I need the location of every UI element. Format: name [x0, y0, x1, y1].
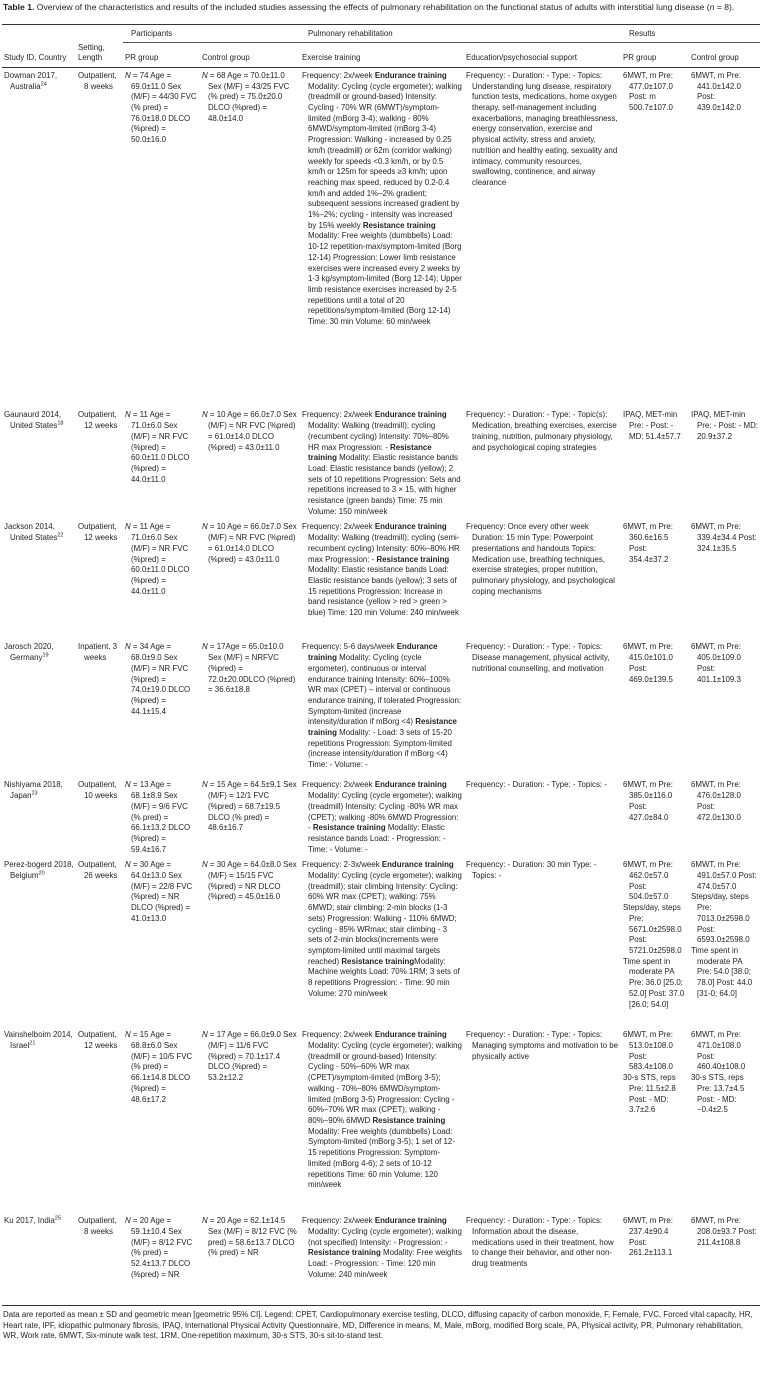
control-participants-cell — [200, 407, 300, 519]
setting-cell — [76, 777, 123, 857]
study-id-cell — [2, 1027, 76, 1213]
caption-text-end: = 8). — [714, 2, 735, 12]
setting-cell — [76, 407, 123, 519]
exercise-text: Modality: Cycling (cycle ergometer); walking (treadmill); stair climbing Intensity: Cycling: 60% WR max (CPET); walking: 75% 6MWD; stair climbing: 2-min blocks (1-3 sets) Progression: Walking - 110% 6MWD; cycling - 85% WRmax; stair climbing - 3 sets of 2-min blocks(increments were symptom-limited until maximal targets reached) — [308, 871, 462, 966]
study-id-cell — [2, 67, 76, 407]
study-id-cell — [2, 1213, 76, 1305]
study-id-cell — [2, 407, 76, 519]
education-cell — [464, 1213, 621, 1305]
res-pr-cell — [621, 857, 689, 1027]
res-pr-cell — [621, 777, 689, 857]
column-header-row — [2, 43, 760, 68]
col-results-pr: PR group — [621, 43, 689, 68]
caption-n: n — [709, 2, 715, 12]
group-header-row — [2, 25, 760, 43]
result-entry: 6MWT, m Pre: 462.0±57.0 Post: 504.0±57.0 — [623, 860, 673, 902]
result-entry: IPAQ, MET-min Pre: - Post: - MD: 51.4±57.7 — [623, 410, 681, 441]
study-id: Jackson 2014, United States — [4, 522, 58, 543]
table-row — [2, 519, 760, 639]
result-entry: 6MWT, m Pre: 471.0±108.0 Post: 460.40±108.0 — [691, 1030, 746, 1072]
n-label: N — [125, 410, 131, 420]
res-pr-cell — [621, 519, 689, 639]
pr-participants-cell — [123, 857, 200, 1027]
training-type-label: Endurance training — [374, 70, 447, 80]
control-participants-cell — [200, 1027, 300, 1213]
n-label: N — [202, 860, 208, 870]
table-row — [2, 1027, 760, 1213]
training-type-label: Endurance training — [374, 1216, 447, 1226]
study-id-cell — [2, 777, 76, 857]
control-participants-text: = 68 Age = 70.0±11.0 Sex (M/F) = 43/25 FVC (% pred) = 75.0±20.0 DLCO (%pred) = 48.0±14.0 — [207, 70, 290, 123]
exercise-training-cell — [300, 519, 464, 639]
study-id: Jarosch 2020, Germany — [4, 642, 54, 663]
education-cell — [464, 639, 621, 777]
result-entry: 30-s STS, reps Pre: 11.5±2.8 Post: - MD: 3.7±2.6 — [623, 1073, 676, 1115]
exercise-text: Modality: Elastic resistance bands Load: Elastic resistance bands (yellow); 2 sets of 10 repetitions Progression: Sets and repetitions increased to 3 × 15, with higher resistance (green bands) Time: 75 min Volume: 150 min/week — [308, 453, 461, 516]
table-row — [2, 857, 760, 1027]
col-exercise: Exercise training — [300, 43, 464, 68]
n-label: N — [202, 70, 208, 80]
training-type-label: Resistance training — [308, 1248, 381, 1258]
pr-participants-cell — [123, 1213, 200, 1305]
table-row — [2, 777, 760, 857]
control-participants-cell — [200, 1213, 300, 1305]
result-entry: 6MWT, m Pre: 476.0±128.0 Post: 472.0±130.0 — [691, 780, 741, 822]
exercise-training-cell — [300, 67, 464, 407]
pr-participants-text: = 15 Age = 68.8±6.0 Sex (M/F) = 10/5 FVC (% pred) = 66.1±14.8 DLCO (%pred) = 48.6±17.2 — [130, 1030, 193, 1104]
reference-number: 21 — [29, 1040, 36, 1047]
reference-number: 25 — [54, 1215, 62, 1222]
exercise-training-cell — [300, 1213, 464, 1305]
exercise-text: Modality: - Load: 3 sets of 15-20 repetitions Progression: Symptom-limited (increase intensity/duration if mBorg <4) Time: - Volume: - — [308, 728, 452, 770]
res-pr-cell — [621, 1213, 689, 1305]
study-id-cell — [2, 519, 76, 639]
table-row — [2, 407, 760, 519]
education-cell — [464, 857, 621, 1027]
exercise-text: Frequency: 2x/week — [302, 1216, 375, 1226]
group-results: Results — [621, 25, 760, 43]
n-label: N — [202, 1030, 208, 1040]
exercise-text: Modality: Cycling (cycle ergometer); walking (treadmill) Intensity: Cycling -80% WR max (CPET); walking -80% 6MWD Progression: - — [308, 791, 462, 833]
res-pr-cell — [621, 67, 689, 407]
caption-text: Overview of the characteristics and results of the included studies assessing the effects of pulmonary rehabilitation on the functional status of adults with interstitial lung disease ( — [36, 2, 710, 12]
res-control-cell — [689, 777, 760, 857]
n-label: N — [125, 70, 131, 80]
result-entry: 30-s STS, reps Pre: 13.7±4.5 Post: - MD: −0.4±2.5 — [691, 1073, 745, 1115]
res-control-cell — [689, 67, 760, 407]
control-participants-text: = 17Age = 65.0±10.0 Sex (M/F) = NRFVC (%pred) = 72.0±20.0DLCO (%pred) = 36.6±18.8 — [207, 642, 296, 695]
col-control-group: Control group — [200, 43, 300, 68]
exercise-text: Frequency: 2x/week — [302, 410, 375, 420]
exercise-text: Modality: Machine weights Load: 70% 1RM; 3 sets of 8 repetitions Progression: - Time: 90 min Volume: 270 min/week — [308, 956, 460, 998]
pr-participants-text: = 30 Age = 64.0±13.0 Sex (M/F) = 22/8 FVC (%pred) = NR DLCO (%pred) = 41.0±13.0 — [130, 860, 193, 923]
result-entry: 6MWT, m Pre: 513.0±108.0 Post: 583.4±108.0 — [623, 1030, 673, 1072]
control-participants-cell — [200, 777, 300, 857]
exercise-text: Frequency: 5-6 days/week — [302, 642, 397, 652]
education-text: Frequency: - Duration: 30 min Type: - Topics: - — [466, 860, 597, 881]
control-participants-text: = 30 Age = 64.0±8.0 Sex (M/F) = 15/15 FVC (%pred) = NR DLCO (%pred) = 45.0±16.0 — [207, 860, 297, 902]
n-label: N — [202, 410, 208, 420]
result-entry: 6MWT, m Pre: 208.0±93.7 Post: 211.4±108.8 — [691, 1216, 757, 1247]
setting-length: Inpatient, 3 weeks — [78, 642, 118, 663]
training-type-label: Endurance training — [374, 1030, 447, 1040]
setting-length: Outpatient, 8 weeks — [78, 1216, 117, 1237]
exercise-text: Frequency: 2x/week — [302, 1030, 375, 1040]
result-entry: Steps/day, steps Pre: 5671.0±2598.0 Post: 5721.0±2598.0 — [623, 903, 682, 955]
exercise-text: Frequency: 2x/week — [302, 780, 375, 790]
exercise-training-cell — [300, 777, 464, 857]
education-cell — [464, 519, 621, 639]
n-label: N — [202, 1216, 208, 1226]
control-participants-text: = 15 Age = 64.5±9.1 Sex (M/F) = 12/1 FVC (%pred) = 68.7±19.5 DLCO (% pred) = 48.6±16.7 — [207, 780, 297, 833]
control-participants-cell — [200, 519, 300, 639]
training-type-label: Resistance training — [308, 717, 457, 738]
table-body — [2, 67, 760, 1305]
setting-length: Outpatient, 12 weeks — [78, 410, 118, 431]
education-text: Frequency: - Duration: - Type: - Topics: Managing symptoms and motivation to be physically active — [466, 1030, 619, 1061]
setting-cell — [76, 639, 123, 777]
study-id-cell — [2, 639, 76, 777]
result-entry: IPAQ, MET-min Pre: - Post: - MD: 20.9±37.2 — [691, 410, 758, 441]
result-entry: 6MWT, m Pre: 415.0±101.0 Post: 469.0±139.5 — [623, 642, 673, 684]
table-footnote: Data are reported as mean ± SD and geometric mean [geometric 95% CI]. Legend: CPET, Cardiopulmonary exercise testing, DLCO, diffusing capacity of carbon monoxide, F, Female, FVC, Forced vital capacity, HR, Heart rate, IPF, idiopathic pulmonary fibrosis, IPAQ, International Physical Activity Questionnaire, MD, Difference in means, M, Male, mBorg, modified Borg scale, PA, Physical activity, PR, Pulmonary rehabilitation, WR, Work rate, 6MWT, Six-minute walk test, 1RM, One-repetition maximum, 30-s STS, 30-s sit-to-stand test. — [3, 1309, 753, 1341]
pr-participants-text: = 74 Age = 69.0±11.0 Sex (M/F) = 44/30 FVC (% pred) = 76.0±18.0 DLCO (%pred) = 50.0±16.0 — [130, 70, 197, 145]
control-participants-cell — [200, 639, 300, 777]
pr-participants-text: = 20 Age = 59.1±10.4 Sex (M/F) = 8/12 FVC (% pred) = 52.4±13.7 DLCO (%pred) = NR — [130, 1216, 193, 1279]
exercise-training-cell — [300, 407, 464, 519]
control-participants-text: = 10 Age = 66.0±7.0 Sex (M/F) = NR FVC (%pred) = 61.0±14.0 DLCO (%pred) = 43.0±11.0 — [207, 522, 297, 564]
exercise-text: Frequency: 2-3x/week — [302, 860, 382, 870]
n-label: N — [125, 522, 131, 532]
table-caption — [3, 1, 759, 13]
n-label: N — [202, 642, 208, 652]
education-cell — [464, 407, 621, 519]
training-type-label: Endurance training — [381, 860, 454, 870]
table-row — [2, 1213, 760, 1305]
pr-participants-cell — [123, 639, 200, 777]
exercise-text: Frequency: 2x/week — [302, 70, 375, 80]
table-row — [2, 639, 760, 777]
exercise-text: Modality: Cycling (cycle ergometer); walking (not specified) Intensity: - Progression: - — [308, 1227, 462, 1247]
education-text: Frequency: - Duration: - Type: - Topics: Understanding lung disease, respiratory function tests, medications, home oxygen therapy, self-management including exacerbations, managing breathlessness, energy conservation, exercise and physical activity, stress and anxiety, nutrition and healthy eating, sexuality and intimacy, community resources, swallowing, continence, and airway clearance — [466, 70, 618, 187]
exercise-text: Modality: Walking (treadmill); cycling (semi-recumbent cycling) Intensity: 60%–80% HR max Progression: - — [308, 533, 460, 564]
n-label: N — [125, 1216, 131, 1226]
control-participants-text: = 10 Age = 66.0±7.0 Sex (M/F) = NR FVC (%pred) = 61.0±14.0 DLCO (%pred) = 43.0±11.0 — [207, 410, 297, 452]
reference-number: 18 — [57, 420, 64, 427]
studies-table — [2, 24, 760, 1306]
result-entry: 6MWT, m Pre: 360.6±16.5 Post: 354.4±37.2 — [623, 522, 673, 564]
n-label: N — [125, 780, 131, 790]
setting-cell — [76, 1213, 123, 1305]
training-type-label: Endurance training — [374, 410, 447, 420]
education-cell — [464, 777, 621, 857]
study-id: Ku 2017, India — [4, 1216, 55, 1226]
n-label: N — [125, 1030, 131, 1040]
control-participants-text: = 17 Age = 66.0±9.0 Sex (M/F) = 11/6 FVC (%pred) = 70.1±17.4 DLCO (%pred) = 53.2±12.2 — [207, 1030, 297, 1083]
res-control-cell — [689, 639, 760, 777]
training-type-label: Resistance training — [372, 1115, 446, 1125]
result-entry: Time spent in moderate PA Pre: 54.0 [38.0; 78.0] Post: 44.0 [31-0; 64.0] — [691, 945, 753, 998]
training-type-label: Resistance training — [312, 823, 386, 833]
n-label: N — [125, 642, 131, 652]
training-type-label: Endurance training — [374, 522, 447, 532]
setting-length: Outpatient, 26 weeks — [78, 860, 118, 881]
exercise-training-cell — [300, 1027, 464, 1213]
table-label: Table 1. — [3, 2, 35, 12]
col-setting: Setting, Length — [76, 43, 123, 68]
res-control-cell — [689, 857, 760, 1027]
res-control-cell — [689, 1027, 760, 1213]
reference-number: 24 — [40, 80, 47, 87]
setting-length: Outpatient, 12 weeks — [78, 522, 118, 543]
pr-participants-cell — [123, 407, 200, 519]
res-pr-cell — [621, 407, 689, 519]
col-results-control: Control group — [689, 43, 760, 68]
education-text: Frequency: Once every other week Duration: 15 min Type: Powerpoint presentations and handouts Topics: Medication use, breathing techniques, exercise strategies, proper nutrition, pulmonary physiology, and psychological coping mechanisms — [466, 522, 615, 596]
training-type-label: Endurance training — [308, 642, 438, 663]
setting-cell — [76, 1027, 123, 1213]
pr-participants-cell — [123, 777, 200, 857]
exercise-text: Modality: Walking (treadmill); cycling (recumbent cycling) Intensity: 70%–80% HR max Progression: - — [308, 421, 449, 452]
study-id: Nishiyama 2018, Japan — [4, 780, 63, 801]
pr-participants-text: = 34 Age = 68.0±9.0 Sex (M/F) = NR FVC (%pred) = 74.0±19.0 DLCO (%pred) = 44.1±15.4 — [130, 642, 191, 716]
control-participants-cell — [200, 67, 300, 407]
exercise-text: Modality: Cycling (cycle ergometer); walking (treadmill or ground-based) Intensity: Cycling - 70% WR (6MWT)/symptom-limited (mBorg 3-4); walking - 80% 6MWD/symptom-limited (mBorg 3-4) Progression: Walking - increased by 0.25 km/h (treadmill) or 62m (corridor walking) weekly for speeds <0.3 km/h, or by 0.5 km/h or 125m for speeds ≥3 km/h; upon reaching max speed, reduced by 0.2-0.4 km/h and added 1%–2% gradient; subsequent sessions increased gradient by 1%–2%; cycling - intensity was increased by 15% weekly — [308, 81, 462, 230]
setting-length: Outpatient, 8 weeks — [78, 70, 117, 91]
pr-participants-cell — [123, 1027, 200, 1213]
training-type-label: Resistance training — [376, 554, 450, 564]
col-study: Study ID, Country — [2, 43, 76, 68]
study-id: Perez-bogerd 2018, Belgium — [4, 860, 74, 881]
pr-participants-text: = 13 Age = 68.1±8.9 Sex (M/F) = 9/6 FVC (% pred) = 66.1±13.2 DLCO (%pred) = 59.4±16.7 — [130, 780, 191, 854]
result-entry: 6MWT, m Pre: 237.4±90.4 Post: 261.2±113.1 — [623, 1216, 673, 1258]
exercise-text: Modality: Cycling (cycle ergometer); walking (treadmill or ground-based) Intensity: Cycling - 50%–60% WR max (CPET)/symptom-limited (mBorg 3-5); walking - 70%–80% 6MWD/symptom-limited (mBorg 3-5) Progression: Cycling - 60%–70% WR max (CPET); walking - 80%–90% 6MWD — [308, 1041, 462, 1125]
res-control-cell — [689, 1213, 760, 1305]
education-text: Frequency: - Duration: - Type: - Topic(s): Medication, breathing exercises, exercise training, nutrition, pulmonary physiology, and psychological coping strategies — [466, 410, 617, 452]
result-entry: 6MWT, m Pre: 477.0±107.0 Post: m 500.7±107.0 — [623, 70, 673, 113]
training-type-label: Resistance training — [341, 956, 415, 966]
exercise-text: Modality: Free weights (dumbbells) Load: Symptom-limited (mBorg 3-5); 1 set of 12-15 repetitions Progression: Symptom-limited (mBorg 4-6); 2 sets of 10-12 repetitions Time: 60 min Volume: 120 min/week — [308, 1126, 455, 1190]
res-control-cell — [689, 407, 760, 519]
education-text: Frequency: - Duration: - Type: - Topics: Disease management, physical activity, nutritional counselling, and motivation — [466, 642, 610, 673]
n-label: N — [125, 860, 131, 870]
setting-cell — [76, 519, 123, 639]
education-cell — [464, 1027, 621, 1213]
result-entry: 6MWT, m Pre: 385.0±116.0 Post: 427.0±84.0 — [623, 780, 673, 822]
group-rehab: Pulmonary rehabilitation — [300, 25, 621, 43]
setting-cell — [76, 857, 123, 1027]
education-text: Frequency: - Duration: - Type: - Topics: - — [466, 780, 607, 790]
setting-length: Outpatient, 10 weeks — [78, 780, 118, 801]
exercise-text: Modality: Elastic resistance bands Load: Elastic resistance bands (yellow); 3 sets of 15 repetitions Progression: Increase in band resistance (yellow > red > green > blue) Time: 120 min Volume: 240 min/week — [308, 565, 459, 618]
study-id-cell — [2, 857, 76, 1027]
education-cell — [464, 67, 621, 407]
control-participants-cell — [200, 857, 300, 1027]
reference-number: 22 — [57, 532, 64, 539]
result-entry: 6MWT, m Pre: 441.0±142.0 Post: 439.0±142.0 — [691, 70, 741, 113]
exercise-text: Modality: Free weights Load: - Progression: - Time: 120 min Volume: 240 min/week — [308, 1248, 462, 1279]
result-entry: Time spent in moderate PA Pre: 36.0 [25.0; 52.0] Post: 37.0 [26.0; 54.0] — [623, 956, 685, 1009]
table-row — [2, 67, 760, 407]
res-control-cell — [689, 519, 760, 639]
result-entry: 6MWT, m Pre: 339.4±34.4 Post: 324.1±35.5 — [691, 522, 757, 553]
reference-number: 20 — [38, 870, 45, 877]
training-type-label: Resistance training — [362, 220, 436, 230]
reference-number: 23 — [31, 790, 38, 797]
exercise-training-cell — [300, 639, 464, 777]
control-participants-text: = 20 Age = 62.1±14.5 Sex (M/F) = 8/12 FVC (% pred) = 58.6±13.7 DLCO (% pred) = NR — [207, 1216, 297, 1258]
setting-length: Outpatient, 12 weeks — [78, 1030, 118, 1051]
study-id: Vainshelboim 2014, Israel — [4, 1030, 73, 1051]
res-pr-cell — [621, 639, 689, 777]
exercise-text: Modality: Free weights (dumbbells) Load: 10-12 repetition-max/symptom-limited (Borg 12-14) Progression: Lower limb resistance exercises were increased every 2 weeks by 1-3 kg/symptom-limited (Borg 12-14); Upper limb resistance exercises increased by 2-5 repetitions until a total of 20 repetitions/symptom-limited (Borg 12-14) Time: 30 min Volume: 60 min/week — [308, 231, 462, 327]
group-participants: Participants — [123, 25, 300, 43]
exercise-text: Modality: Elastic resistance bands Load: - Progression: - Time: - Volume: - — [308, 823, 446, 854]
result-entry: 6MWT, m Pre: 491.0±57.0 Post: 474.0±57.0 — [691, 860, 757, 891]
pr-participants-cell — [123, 519, 200, 639]
exercise-training-cell — [300, 857, 464, 1027]
col-education: Education/psychosocial support — [464, 43, 621, 68]
reference-number: 19 — [42, 652, 49, 659]
setting-cell — [76, 67, 123, 407]
study-id: Gaunaurd 2014, United States — [4, 410, 62, 431]
training-type-label: Endurance training — [374, 780, 447, 790]
training-type-label: Resistance training — [308, 442, 432, 463]
education-text: Frequency: - Duration: - Type: - Topics: Information about the disease, medications used in their treatment, how to change their behavior, and other non-drug treatments — [466, 1216, 614, 1269]
pr-participants-cell — [123, 67, 200, 407]
result-entry: 6MWT, m Pre: 405.0±109.0 Post: 401.1±109.3 — [691, 642, 741, 684]
n-label: N — [202, 780, 208, 790]
pr-participants-text: = 11 Age = 71.0±6.0 Sex (M/F) = NR FVC (%pred) = 60.0±11.0 DLCO (%pred) = 44.0±11.0 — [130, 410, 190, 484]
col-pr-group: PR group — [123, 43, 200, 68]
n-label: N — [202, 522, 208, 532]
exercise-text: Frequency: 2x/week — [302, 522, 375, 532]
study-id: Dowman 2017, Australia — [4, 70, 58, 91]
exercise-text: Modality: Cycling (cycle ergometer), continuous or interval endurance training Intensity: 60%–100% WR max (CPET) – interval or continuous endurance training, if tolerated Progression: Symptom-limited (increase intensity/duration if mBorg <4) — [308, 653, 462, 727]
pr-participants-text: = 11 Age = 71.0±6.0 Sex (M/F) = NR FVC (%pred) = 60.0±11.0 DLCO (%pred) = 44.0±11.0 — [130, 522, 190, 596]
res-pr-cell — [621, 1027, 689, 1213]
result-entry: Steps/day, steps Pre: 7013.0±2598.0 Post: 6593.0±2598.0 — [691, 892, 750, 945]
